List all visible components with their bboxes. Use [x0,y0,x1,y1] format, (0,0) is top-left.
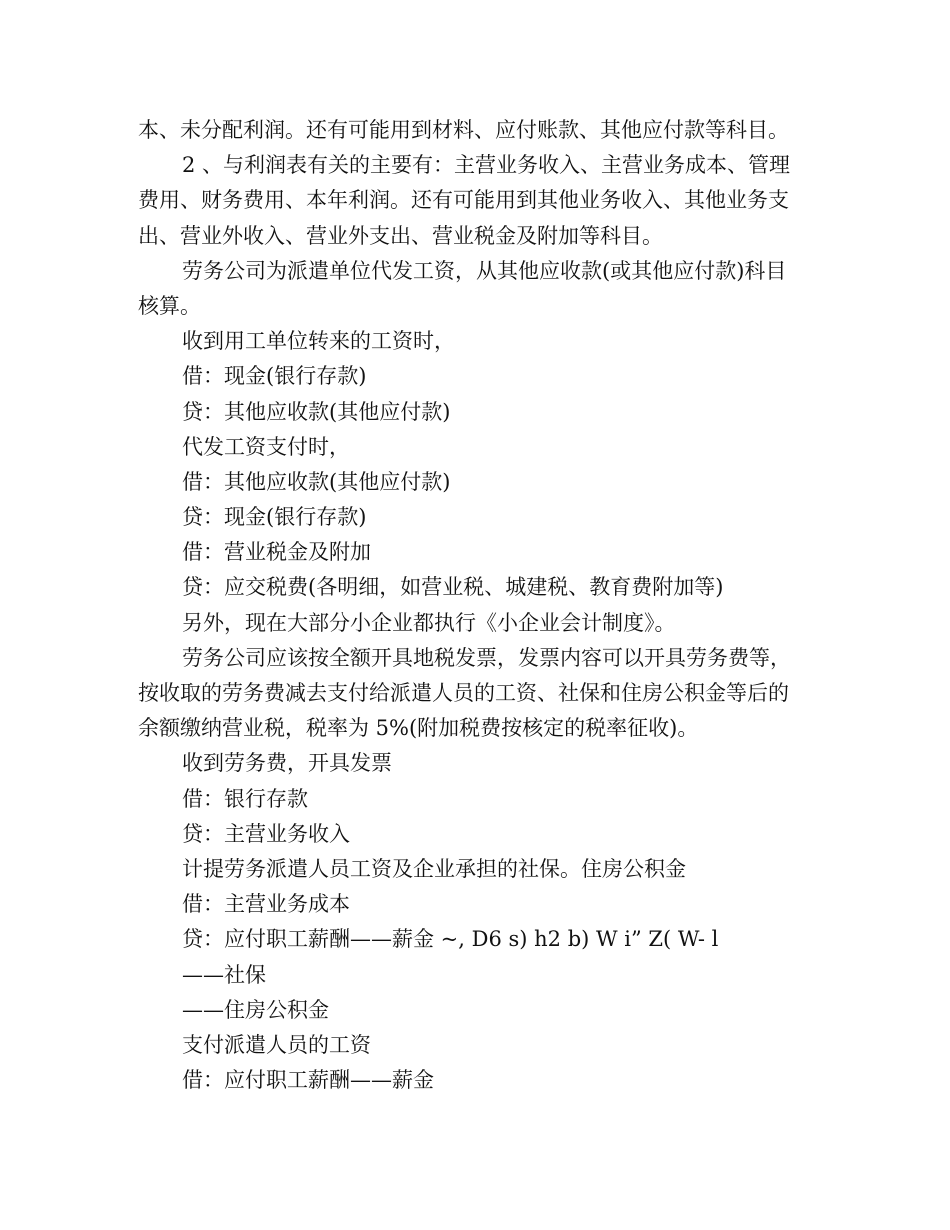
text-line: 余额缴纳营业税，税率为 5%(附加税费按核定的税率征收)。 [138,716,699,741]
text-line: 收到用工单位转来的工资时， [182,329,455,354]
text-line: 借：其他应收款(其他应付款) [182,469,451,494]
text-line: ——社保 [182,962,266,987]
text-line: 借：应付职工薪酬——薪金 [182,1068,434,1093]
text-line: 贷：应交税费(各明细，如营业税、城建税、教育费附加等) [182,575,724,600]
text-line: 计提劳务派遣人员工资及企业承担的社保。住房公积金 [182,856,686,881]
document-body [138,113,818,1098]
text-line: 2 、与利润表有关的主要有：主营业务收入、主营业务成本、管理 [182,153,791,178]
text-line: 本、未分配利润。还有可能用到材料、应付账款、其他应付款等科目。 [138,118,789,142]
text-line: 借：主营业务成本 [182,892,350,917]
text-line: 劳务公司为派遣单位代发工资，从其他应收款(或其他应付款)科目 [182,258,787,283]
text-line: 代发工资支付时， [182,434,350,459]
text-line: ——住房公积金 [182,997,329,1022]
text-line: 借：银行存款 [182,786,308,811]
text-line: 另外，现在大部分小企业都执行《小企业会计制度》。 [182,610,676,635]
text-line: 劳务公司应该按全额开具地税发票，发票内容可以开具劳务费等， [182,645,791,670]
text-line: 贷：现金(银行存款) [182,505,367,530]
text-line: 借：营业税金及附加 [182,540,371,565]
text-line: 支付派遣人员的工资 [182,1032,371,1057]
text-line: 收到劳务费，开具发票 [182,751,392,776]
text-line: 按收取的劳务费减去支付给派遣人员的工资、社保和住房公积金等后的 [138,681,789,705]
text-line: 出、营业外收入、营业外支出、营业税金及附加等科目。 [138,223,663,248]
text-line: 费用、财务费用、本年利润。还有可能用到其他业务收入、其他业务支 [138,188,789,213]
text-line: 贷：其他应收款(其他应付款) [182,399,451,424]
text-line: 贷：主营业务收入 [182,821,350,846]
text-line: 贷：应付职工薪酬——薪金 ~, D6 s) h2 b) W i” Z( W- l [182,927,719,952]
text-line: 核算。 [138,293,201,318]
text-line: 借：现金(银行存款) [182,364,367,389]
